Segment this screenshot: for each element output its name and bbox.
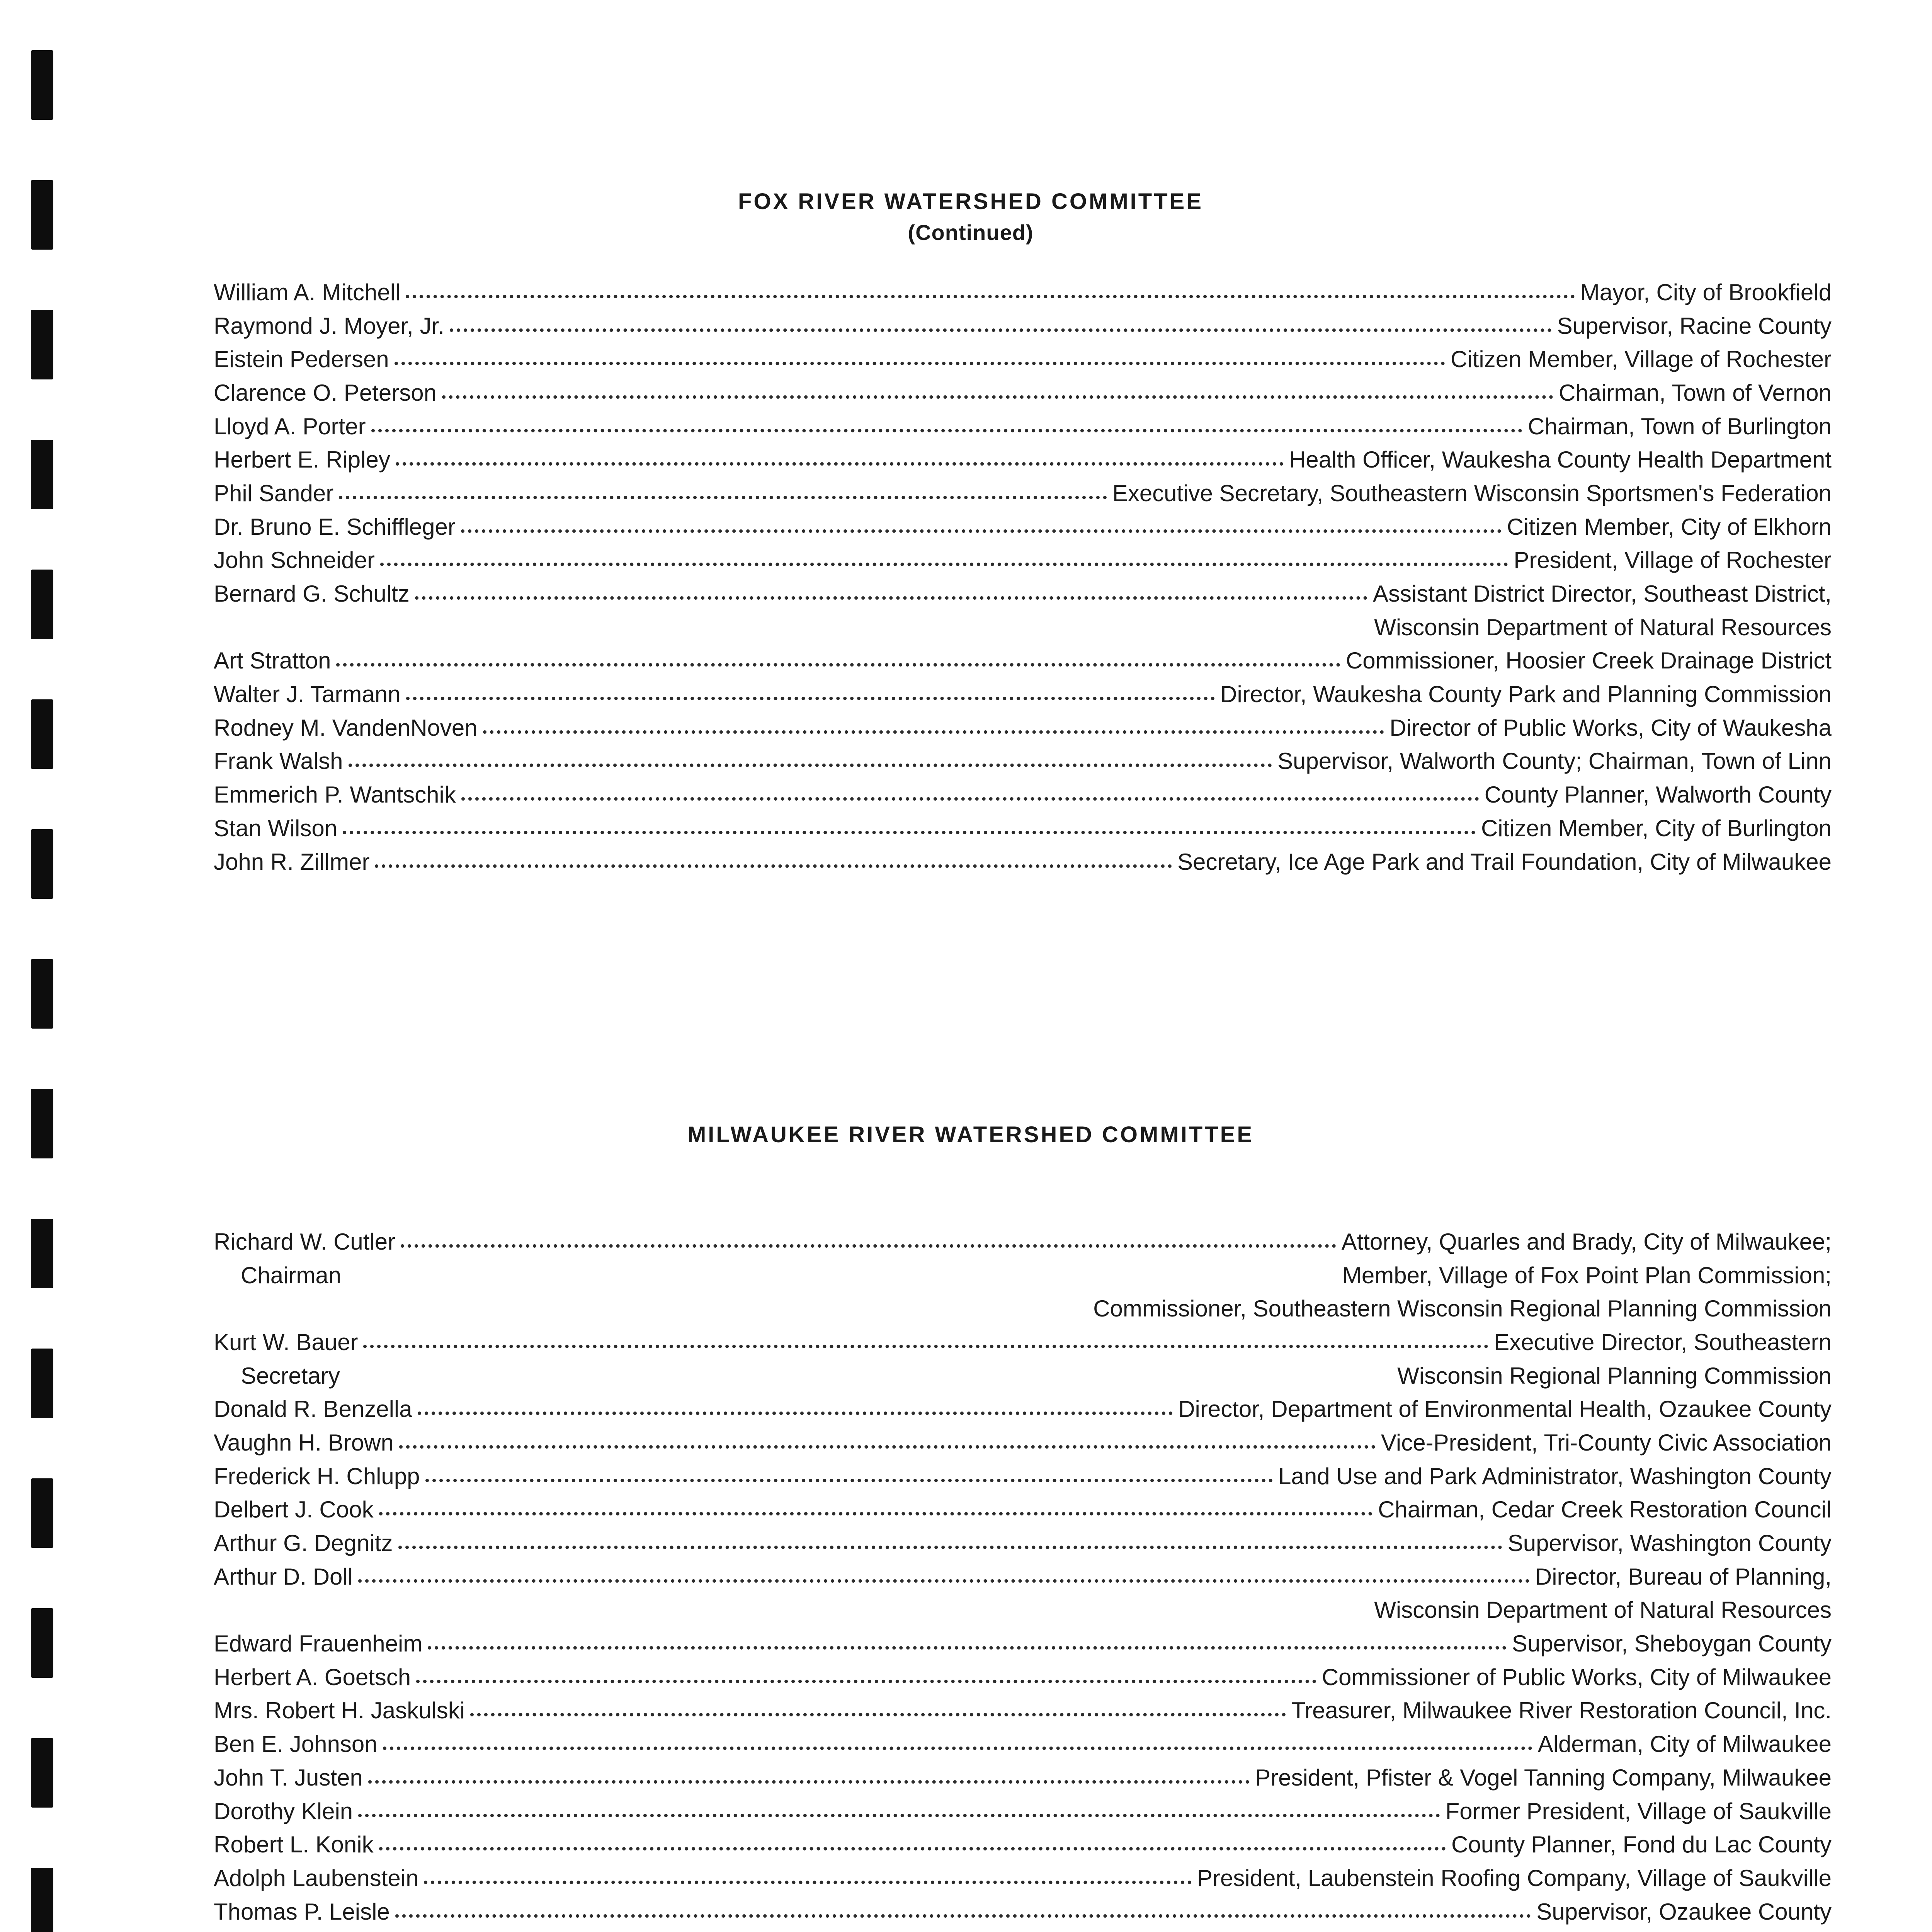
member-entry — [214, 1928, 1832, 1932]
member-title: Commissioner, Hoosier Creek Drainage District — [1345, 648, 1832, 674]
member-entry — [214, 1694, 1832, 1728]
member-name: Frederick H. Chlupp — [214, 1463, 420, 1489]
dot-leader — [418, 1412, 1173, 1415]
fox-river-member-list — [214, 276, 1832, 878]
member-title-line: Commissioner, Southeastern Wisconsin Regional Planning Commission — [1093, 1296, 1832, 1322]
member-name: Vaughn H. Brown — [214, 1429, 394, 1456]
member-entry — [214, 1660, 1832, 1694]
dot-leader — [399, 1445, 1376, 1449]
binding-mark — [31, 310, 53, 379]
member-name: Emmerich P. Wantschik — [214, 782, 456, 808]
member-title: Health Officer, Waukesha County Health Department — [1289, 447, 1832, 473]
member-row — [214, 1727, 1832, 1761]
member-row — [214, 410, 1832, 443]
member-row — [214, 1225, 1832, 1259]
member-name: Mrs. Robert H. Jaskulski — [214, 1697, 465, 1724]
binding-mark — [31, 1349, 53, 1418]
member-name: Arthur G. Degnitz — [214, 1530, 393, 1556]
member-name: Adolph Laubenstein — [214, 1865, 419, 1891]
member-title: Attorney, Quarles and Brady, City of Milwaukee; — [1341, 1228, 1832, 1255]
dot-leader — [401, 1244, 1336, 1248]
member-row — [214, 1392, 1832, 1426]
member-entry — [214, 276, 1832, 309]
member-row — [214, 1560, 1832, 1594]
member-title: Supervisor, Ozaukee County — [1536, 1898, 1832, 1925]
member-row — [214, 1694, 1832, 1728]
dot-leader — [368, 1780, 1250, 1784]
member-continuation — [214, 1292, 1832, 1325]
member-role: Secretary — [241, 1362, 340, 1389]
member-title: Mayor, City of Brookfield — [1580, 279, 1832, 305]
dot-leader — [442, 395, 1553, 399]
member-title: President, Laubenstein Roofing Company, Village of Saukville — [1197, 1865, 1832, 1891]
member-row — [214, 1526, 1832, 1560]
dot-leader — [428, 1646, 1507, 1650]
member-row — [214, 644, 1832, 678]
member-entry — [214, 577, 1832, 644]
member-title: Land Use and Park Administrator, Washington County — [1278, 1463, 1832, 1489]
member-name: Bernard G. Schultz — [214, 581, 410, 607]
member-row — [214, 376, 1832, 410]
binding-mark — [31, 959, 53, 1029]
dot-leader — [339, 496, 1107, 499]
dot-leader — [416, 1680, 1316, 1683]
member-title: County Planner, Walworth County — [1484, 782, 1832, 808]
dot-leader — [395, 362, 1445, 365]
member-entry — [214, 1426, 1832, 1459]
member-title: Supervisor, Washington County — [1507, 1530, 1832, 1556]
member-title: Citizen Member, City of Burlington — [1481, 815, 1832, 841]
binding-mark — [31, 440, 53, 509]
binding-mark — [31, 1219, 53, 1288]
member-row — [214, 1895, 1832, 1929]
binding-mark — [31, 829, 53, 899]
member-entry — [214, 342, 1832, 376]
member-name: Delbert J. Cook — [214, 1497, 374, 1523]
member-name: Edward Frauenheim — [214, 1631, 423, 1657]
dot-leader — [375, 864, 1172, 868]
member-entry — [214, 1493, 1832, 1527]
dot-leader — [379, 1847, 1446, 1850]
member-row — [214, 1426, 1832, 1459]
dot-leader — [336, 663, 1340, 667]
fox-river-committee-title: FOX RIVER WATERSHED COMMITTEE — [738, 189, 1204, 214]
member-entry — [214, 1727, 1832, 1761]
member-name: Dr. Bruno E. Schiffleger — [214, 514, 456, 540]
member-entry — [214, 1794, 1832, 1828]
member-title-line: Wisconsin Regional Planning Commission — [1397, 1362, 1832, 1389]
member-entry — [214, 644, 1832, 678]
member-row — [214, 476, 1832, 510]
dot-leader — [406, 295, 1575, 298]
member-name: Rodney M. VandenNoven — [214, 714, 478, 741]
member-entry — [214, 1828, 1832, 1861]
milwaukee-river-committee-title: MILWAUKEE RIVER WATERSHED COMMITTEE — [687, 1122, 1254, 1147]
dot-leader — [380, 563, 1508, 566]
binding-mark — [31, 1868, 53, 1932]
binding-marks — [31, 0, 58, 1932]
member-title-line: Member, Village of Fox Point Plan Commission; — [1342, 1262, 1832, 1288]
member-entry — [214, 1325, 1832, 1392]
member-title: Supervisor, Walworth County; Chairman, Town of Linn — [1277, 748, 1832, 774]
member-name: Eistein Pedersen — [214, 346, 389, 372]
binding-mark — [31, 50, 53, 120]
member-title: Citizen Member, Village of Rochester — [1450, 346, 1832, 372]
member-title: Former President, Village of Saukville — [1445, 1798, 1832, 1824]
member-entry — [214, 410, 1832, 443]
dot-leader — [461, 797, 1479, 801]
member-name: Frank Walsh — [214, 748, 343, 774]
member-name: John Schneider — [214, 547, 375, 573]
member-title: Executive Director, Southeastern — [1494, 1329, 1832, 1355]
member-continuation — [214, 1259, 1832, 1292]
member-name: Herbert A. Goetsch — [214, 1664, 411, 1690]
member-title-line: Wisconsin Department of Natural Resources — [1374, 1597, 1832, 1623]
member-entry — [214, 845, 1832, 879]
member-row — [214, 1325, 1832, 1359]
binding-mark — [31, 1738, 53, 1808]
member-row — [214, 1928, 1832, 1932]
dot-leader — [424, 1881, 1191, 1884]
member-title: County Planner, Fond du Lac County — [1451, 1832, 1832, 1858]
member-row — [214, 1828, 1832, 1861]
member-entry — [214, 778, 1832, 811]
binding-mark — [31, 699, 53, 769]
member-title: Alderman, City of Milwaukee — [1537, 1731, 1832, 1757]
dot-leader — [425, 1479, 1273, 1482]
member-title: Treasurer, Milwaukee River Restoration Council, Inc. — [1291, 1697, 1832, 1724]
member-name: Dorothy Klein — [214, 1798, 353, 1824]
member-continuation — [214, 1594, 1832, 1627]
member-entry — [214, 309, 1832, 343]
member-entry — [214, 544, 1832, 577]
member-entry — [214, 1560, 1832, 1627]
member-entry — [214, 1761, 1832, 1794]
member-row — [214, 1627, 1832, 1660]
binding-mark — [31, 1478, 53, 1548]
member-name: John T. Justen — [214, 1764, 363, 1791]
member-name: Ben E. Johnson — [214, 1731, 378, 1757]
member-row — [214, 1861, 1832, 1895]
dot-leader — [450, 328, 1552, 332]
member-name: Kurt W. Bauer — [214, 1329, 358, 1355]
continued-label: (Continued) — [908, 220, 1034, 245]
dot-leader — [398, 1546, 1502, 1549]
member-row — [214, 811, 1832, 845]
member-row — [214, 510, 1832, 544]
dot-leader — [470, 1713, 1286, 1716]
member-row — [214, 309, 1832, 343]
binding-mark — [31, 1608, 53, 1678]
member-title: Director, Bureau of Planning, — [1535, 1563, 1832, 1590]
member-title: Citizen Member, City of Elkhorn — [1507, 514, 1832, 540]
member-row — [214, 1761, 1832, 1794]
dot-leader — [343, 831, 1476, 834]
member-title: Director, Department of Environmental Health, Ozaukee County — [1178, 1396, 1832, 1422]
member-title: Commissioner of Public Works, City of Milwaukee — [1321, 1664, 1832, 1690]
member-name: Raymond J. Moyer, Jr. — [214, 313, 444, 339]
member-row — [214, 1660, 1832, 1694]
member-name: Walter J. Tarmann — [214, 681, 401, 707]
member-title: Secretary, Ice Age Park and Trail Foundation, City of Milwaukee — [1177, 849, 1832, 875]
member-continuation — [214, 1359, 1832, 1393]
member-title: Director of Public Works, City of Waukesha — [1389, 714, 1832, 741]
dot-leader — [371, 429, 1522, 432]
member-name: Richard W. Cutler — [214, 1228, 396, 1255]
member-row — [214, 1794, 1832, 1828]
member-row — [214, 342, 1832, 376]
member-title: Assistant District Director, Southeast District, — [1373, 581, 1832, 607]
milwaukee-river-member-list — [214, 1225, 1832, 1932]
member-entry — [214, 677, 1832, 711]
member-title: President, Pfister & Vogel Tanning Company, Milwaukee — [1255, 1764, 1832, 1791]
member-name: Thomas P. Leisle — [214, 1898, 390, 1925]
member-name: Herbert E. Ripley — [214, 447, 390, 473]
member-row — [214, 544, 1832, 577]
member-entry — [214, 1627, 1832, 1660]
member-row — [214, 845, 1832, 879]
member-title: Supervisor, Racine County — [1557, 313, 1832, 339]
member-role: Chairman — [241, 1262, 342, 1288]
member-row — [214, 1459, 1832, 1493]
member-title: Chairman, Town of Burlington — [1528, 413, 1832, 439]
dot-leader — [358, 1579, 1530, 1583]
dot-leader — [396, 462, 1284, 466]
member-entry — [214, 376, 1832, 410]
member-name: Arthur D. Doll — [214, 1563, 353, 1590]
member-title: Director, Waukesha County Park and Planning Commission — [1220, 681, 1832, 707]
dot-leader — [395, 1914, 1531, 1918]
member-row — [214, 443, 1832, 476]
member-entry — [214, 1895, 1832, 1929]
member-title: Executive Secretary, Southeastern Wisconsin Sportsmen's Federation — [1112, 480, 1832, 506]
member-entry — [214, 510, 1832, 544]
dot-leader — [379, 1512, 1373, 1515]
member-entry — [214, 1526, 1832, 1560]
member-name: Art Stratton — [214, 648, 331, 674]
member-name: Clarence O. Peterson — [214, 379, 437, 406]
member-title-line: Wisconsin Department of Natural Resources — [1374, 614, 1832, 640]
member-row — [214, 577, 1832, 611]
member-entry — [214, 1459, 1832, 1493]
member-row — [214, 677, 1832, 711]
member-entry — [214, 1861, 1832, 1895]
member-name: Stan Wilson — [214, 815, 338, 841]
member-name: William A. Mitchell — [214, 279, 401, 305]
member-entry — [214, 711, 1832, 745]
member-entry — [214, 1392, 1832, 1426]
member-entry — [214, 811, 1832, 845]
member-name: Lloyd A. Porter — [214, 413, 366, 439]
dot-leader — [406, 697, 1215, 700]
member-row — [214, 276, 1832, 309]
dot-leader — [349, 764, 1272, 767]
member-entry — [214, 745, 1832, 778]
member-row — [214, 778, 1832, 811]
member-row — [214, 711, 1832, 745]
member-row — [214, 745, 1832, 778]
dot-leader — [415, 596, 1367, 600]
member-row — [214, 1493, 1832, 1527]
binding-mark — [31, 570, 53, 639]
member-title: Chairman, Cedar Creek Restoration Council — [1378, 1497, 1832, 1523]
member-entry — [214, 1225, 1832, 1325]
member-entry — [214, 476, 1832, 510]
member-name: Phil Sander — [214, 480, 334, 506]
member-title: Vice-President, Tri-County Civic Association — [1381, 1429, 1832, 1456]
member-name: John R. Zillmer — [214, 849, 370, 875]
dot-leader — [383, 1747, 1532, 1750]
member-title: Supervisor, Sheboygan County — [1512, 1631, 1832, 1657]
member-name: Donald R. Benzella — [214, 1396, 412, 1422]
dot-leader — [483, 730, 1384, 734]
member-title: President, Village of Rochester — [1514, 547, 1832, 573]
member-entry — [214, 443, 1832, 476]
member-name: Robert L. Konik — [214, 1832, 374, 1858]
dot-leader — [363, 1345, 1488, 1348]
member-title: Chairman, Town of Vernon — [1559, 379, 1832, 406]
member-continuation — [214, 611, 1832, 644]
dot-leader — [461, 529, 1502, 533]
fox-river-title-block — [0, 189, 1932, 245]
dot-leader — [358, 1814, 1440, 1817]
